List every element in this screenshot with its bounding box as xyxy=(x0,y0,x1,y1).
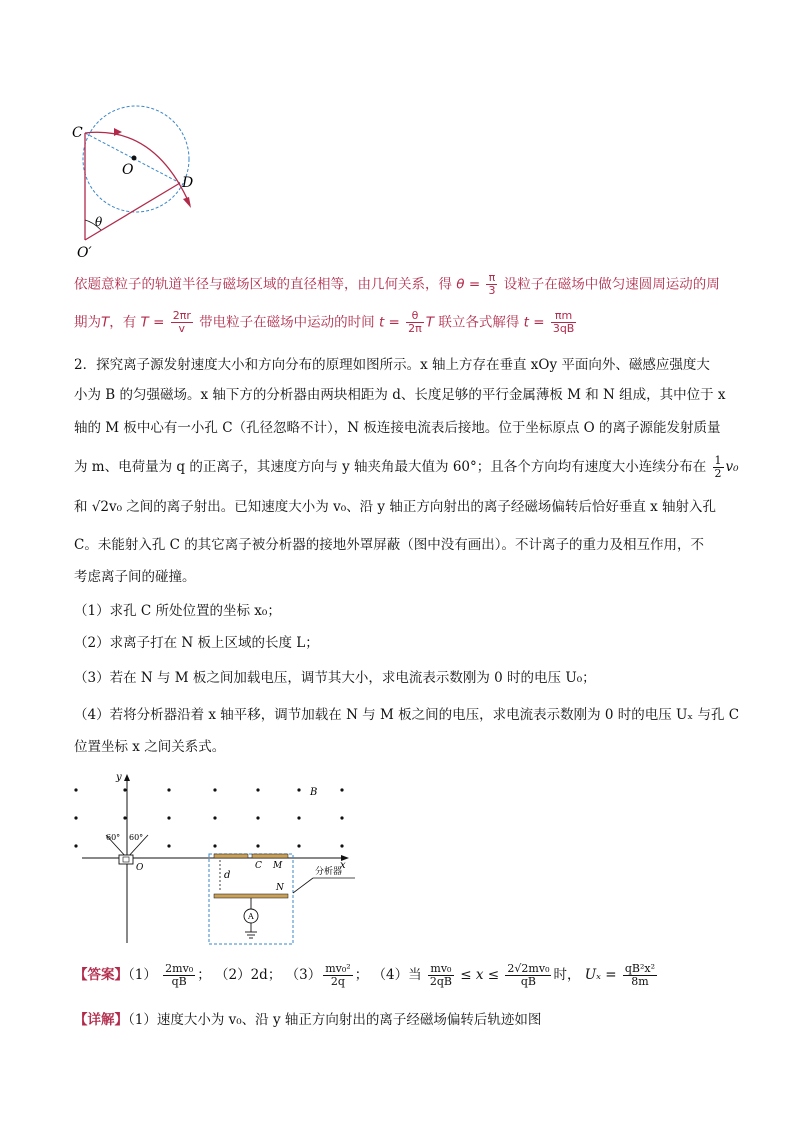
center-dot xyxy=(132,156,137,161)
label-d: d xyxy=(224,870,231,881)
trajectory-arc xyxy=(85,132,190,205)
label-60-right: 60° xyxy=(129,833,144,842)
problem-line-6: C。未能射入孔 C 的其它离子被分析器的接地外罩屏蔽（图中没有画出）。不计离子的重力及相互作用，不 xyxy=(74,537,704,553)
result-fraction: $\frac{\pi m}{3qB}$ xyxy=(552,309,575,335)
time-fraction: $\frac{\theta}{2\pi}$ xyxy=(408,309,422,335)
question-1: （1）求孔 C 所处位置的坐标 x₀； xyxy=(74,603,281,619)
problem-line-7: 考虑离子间的碰撞。 xyxy=(74,569,196,585)
problem-line-4: 为 m、电荷量为 q 的正离子，其速度方向与 y 轴夹角最大值为 60°；且各个方向均有速度大小连续分布在 $\frac{1}{2}$ v₀ xyxy=(74,454,739,480)
label-O: O xyxy=(136,863,144,873)
label-Oprime: O′ xyxy=(77,245,92,261)
pi-over-3: $\frac{\pi}{3}$ xyxy=(488,271,496,297)
problem-line-2: 小为 B 的匀强磁场。x 轴下方的分析器由两块相距为 d、长度足够的平行金属薄板 M 和 N 组成，其中位于 x xyxy=(74,387,726,403)
analyzer-diagram xyxy=(68,768,358,948)
plate-N xyxy=(214,894,288,898)
label-A: A xyxy=(248,912,254,921)
label-D: D xyxy=(182,175,194,191)
answer-1-fraction: $\frac{\text{2mv₀}}{qB}$ xyxy=(165,962,194,988)
solution-text: 设粒子在磁场中做匀速圆周运动的周 xyxy=(503,276,720,293)
question-2: （2）求离子打在 N 板上区域的长度 L； xyxy=(74,635,319,651)
answer-3-fraction: $\frac{\text{mv₀²}}{2q}$ xyxy=(325,962,351,988)
question-3: （3）若在 N 与 M 板之间加载电压，调节其大小，求电流表示数刚为 0 时的电压 U₀； xyxy=(74,670,596,686)
problem-line-1: 2．探究离子源发射速度大小和方向分布的原理如图所示。x 轴上方存在垂直 xOy 平面向外、磁感应强度大 xyxy=(74,357,710,373)
plate-M-left xyxy=(214,854,248,858)
solution-line-2: 期为T，有 T = $\frac{2\pi r}{v}$ 带电粒子在磁场中运动的时间 t = $\frac{\theta}{2\pi}$ T 联立各式解得 t = $\frac{\pi m}{3qB}$ xyxy=(74,309,575,335)
label-C: C xyxy=(255,861,262,871)
answer-tag: 【答案】 xyxy=(74,967,128,983)
half-fraction: $\frac{1}{2}$ xyxy=(714,454,722,480)
answer-4-high: $\frac{\text{2√2mv₀}}{qB}$ xyxy=(507,962,550,988)
detail-tag: 【详解】 xyxy=(74,1012,128,1028)
analyzer-leader xyxy=(293,878,313,893)
plate-M-right xyxy=(252,854,288,858)
question-4a: （4）若将分析器沿着 x 轴平移，调节加载在 N 与 M 板之间的电压，求电流表示数刚为 0 时的电压 Uₓ 与孔 C xyxy=(74,707,740,723)
label-B: B xyxy=(310,787,318,798)
radius-OprimeD xyxy=(85,183,180,240)
label-60-left: 60° xyxy=(106,833,121,842)
label-theta: θ xyxy=(95,215,103,229)
problem-line-3: 轴的 M 板中心有一小孔 C（孔径忽略不计），N 板连接电流表后接地。位于坐标原点 O 的离子源能发射质量 xyxy=(74,420,721,436)
theta-eq: θ = xyxy=(456,276,481,293)
y-axis-arrow xyxy=(124,774,130,781)
period-fraction: $\frac{2\pi r}{v}$ xyxy=(172,309,191,335)
answer-4-voltage: $\frac{\text{qB²x²}}{8m}$ xyxy=(624,962,656,988)
label-C: C xyxy=(72,125,83,141)
solution-line-1 xyxy=(74,272,720,297)
answer-4-low: $\frac{\text{mv₀}}{2qB}$ xyxy=(429,962,452,988)
solution-text: 依题意粒子的轨道半径与磁场区域的直径相等，由几何关系，得 xyxy=(74,276,452,293)
arrow-D xyxy=(183,197,191,208)
problem-line-5: 和 √2v₀ 之间的离子射出。已知速度大小为 v₀、沿 y 轴正方向射出的离子经磁场偏转后恰好垂直 x 轴射入孔 xyxy=(74,499,717,515)
ground-icon xyxy=(245,932,257,938)
detail-line: 【详解】（1）速度大小为 v₀、沿 y 轴正方向射出的离子经磁场偏转后轨迹如图 xyxy=(74,1012,542,1028)
label-y: y xyxy=(116,772,122,783)
label-M: M xyxy=(273,861,283,871)
label-x: x xyxy=(340,860,346,871)
label-analyzer: 分析器 xyxy=(315,867,343,877)
label-O: O xyxy=(122,162,134,178)
question-4b: 位置坐标 x 之间关系式。 xyxy=(74,739,226,755)
ion-source xyxy=(119,855,133,864)
answer-line: 【答案】（1） $\frac{\text{2mv₀}}{qB}$ ； （2）2d； （3） $\frac{\text{mv₀²}}{2q}$ ； （4）当 $\frac{\text{mv₀}}{2qB}$ ≤ x ≤ $\frac{\text{2√2mv₀}}{qB}$ 时， Uₓ = $\frac{\text{qB²x²}}{8m}$ xyxy=(74,962,656,988)
trajectory-diagram xyxy=(70,95,210,265)
label-N: N xyxy=(276,883,284,893)
